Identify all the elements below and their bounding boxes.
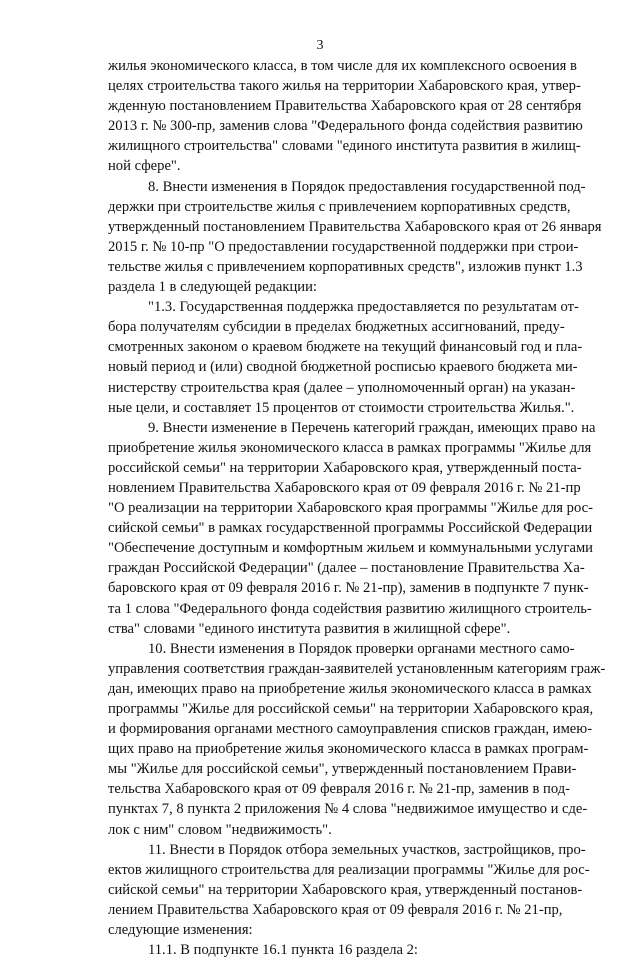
text-line: утвержденный постановлением Правительства Хабаровского края от 26 января: [108, 218, 602, 235]
text-line: жденную постановлением Правительства Хабаровского края от 28 сентября: [108, 98, 582, 115]
text-line: сийской семьи" на территории Хабаровского края, утвержденный постанов-: [108, 881, 583, 898]
paragraph: [108, 940, 559, 960]
text-line: ства" словами "единого института развития в жилищной сфере".: [108, 620, 511, 637]
text-line: 2015 г. № 10-пр "О предоставлении государственной поддержки при строи-: [108, 238, 579, 255]
text-line: целях строительства такого жилья на территории Хабаровского края, утвер-: [108, 78, 581, 95]
text-line: сийской семьи" в рамках государственной программы Российской Федерации: [108, 520, 593, 537]
text-line: программы "Жилье для российской семьи" на территории Хабаровского края,: [108, 701, 594, 717]
text-line: 2013 г. № 300-пр, заменив слова "Федерального фонда содействия развитию: [108, 118, 583, 135]
text-line: щих право на приобретение жилья экономического класса в рамках програм-: [108, 741, 589, 758]
text-line: ной сфере".: [108, 158, 181, 175]
paragraph: [108, 56, 583, 177]
paragraph: [108, 297, 583, 418]
text-line: управления соответствия граждан-заявителей установленным категориям граж-: [108, 660, 606, 677]
text-line: "О реализации на территории Хабаровского края программы "Жилье для рос-: [108, 500, 593, 517]
text-line: "1.3. Государственная поддержка предоставляется по результатам от-: [148, 299, 579, 316]
text-line: мы "Жилье для российской семьи", утвержденный постановлением Прави-: [108, 761, 577, 778]
text-line: держки при строительстве жилья с привлечением корпоративных средств,: [108, 198, 571, 215]
text-line: новлением Правительства Хабаровского края от 09 февраля 2016 г. № 21-пр: [108, 479, 581, 496]
page-number: 3: [316, 38, 324, 53]
text-line: 11.1. В подпункте 16.1 пункта 16 раздела 2:: [148, 942, 418, 959]
text-line: следующие изменения:: [108, 922, 253, 939]
paragraph: [108, 639, 606, 840]
text-line: ные цели, и составляет 15 процентов от стоимости строительства Жилья.".: [108, 399, 575, 416]
text-line: смотренных законом о краевом бюджете на текущий финансовый год и пла-: [108, 339, 583, 356]
text-line: баровского края от 09 февраля 2016 г. № 21-пр), заменив в подпункте 7 пунк-: [108, 580, 589, 597]
text-line: граждан Российской Федерации" (далее – постановление Правительства Ха-: [108, 560, 585, 577]
text-line: 9. Внести изменение в Перечень категорий граждан, имеющих право на: [148, 419, 596, 436]
text-line: жилья экономического класса, в том числе для их комплексного освоения в: [108, 58, 577, 74]
text-line: и формирования органами местного самоуправления списков граждан, имею-: [108, 721, 593, 738]
text-line: российской семьи" на территории Хабаровского края, утвержденный поста-: [108, 459, 582, 476]
document-body: [108, 56, 606, 960]
text-line: 10. Внести изменения в Порядок проверки органами местного само-: [148, 640, 575, 657]
text-line: 8. Внести изменения в Порядок предоставления государственной под-: [148, 178, 586, 195]
paragraph: [108, 177, 602, 298]
text-line: та 1 слова "Федерального фонда содействия развитию жилищного строитель-: [108, 600, 592, 617]
text-line: раздела 1 в следующей редакции:: [108, 279, 317, 296]
text-line: жилищного строительства" словами "единого института развития в жилищ-: [108, 138, 581, 155]
text-line: лок с ним" словом "недвижимость".: [108, 821, 332, 838]
text-line: нистерству строительства края (далее – уполномоченный орган) на указан-: [108, 379, 576, 396]
text-line: новый период и (или) сводной бюджетной росписью краевого бюджета ми-: [108, 359, 578, 376]
text-line: тельства Хабаровского края от 09 февраля 2016 г. № 21-пр, заменив в под-: [108, 781, 570, 798]
text-line: "Обеспечение доступным и комфортным жильем и коммунальными услугами: [108, 540, 593, 557]
paragraph: [108, 418, 596, 639]
text-line: приобретение жилья экономического класса в рамках программы "Жилье для: [108, 439, 592, 456]
text-line: лением Правительства Хабаровского края от 09 февраля 2016 г. № 21-пр,: [108, 901, 563, 918]
text-line: 11. Внести в Порядок отбора земельных участков, застройщиков, про-: [148, 841, 586, 858]
paragraph: [108, 840, 590, 940]
text-line: ектов жилищного строительства для реализации программы "Жилье для рос-: [108, 861, 590, 878]
text-line: тельстве жилья с привлечением корпоративных средств", изложив пункт 1.3: [108, 258, 583, 275]
text-line: пунктах 7, 8 пункта 2 приложения № 4 слова "недвижимое имущество и сде-: [108, 801, 588, 818]
text-line: дан, имеющих право на приобретение жилья экономического класса в рамках: [108, 680, 592, 697]
text-line: бора получателям субсидии в пределах бюджетных ассигнований, преду-: [108, 319, 565, 336]
